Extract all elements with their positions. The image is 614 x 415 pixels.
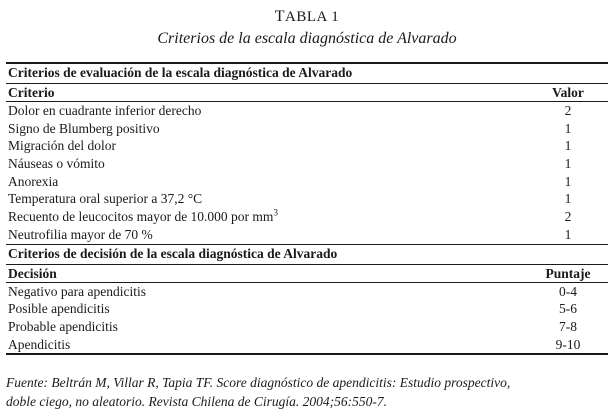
score-cell: 9-10 <box>555 336 581 352</box>
table-row <box>6 208 608 226</box>
criterion-cell: Dolor en cuadrante inferior derecho <box>8 103 202 118</box>
value-cell: 2 <box>564 209 572 225</box>
table-row <box>6 102 608 120</box>
table-row <box>6 155 608 173</box>
col-header-criterion: Criterio <box>8 85 55 100</box>
table-label-rest: ABLA <box>285 9 328 25</box>
decision-section-title: Criterios de decisión de la escala diagnóstica de Alvarado <box>8 245 338 261</box>
table-number: 1 <box>331 9 340 25</box>
bottom-rule <box>6 353 608 355</box>
value-cell: 1 <box>564 191 572 207</box>
col-header-value: Valor <box>552 85 584 100</box>
alvarado-table <box>6 62 608 355</box>
footnote-line-2: doble ciego, no aleatorio. Revista Chilena de Cirugía. 2004;56:550-7. <box>6 394 387 409</box>
score-cell: 5-6 <box>559 301 577 317</box>
table-row <box>6 226 608 244</box>
decision-cell: Negativo para apendicitis <box>8 283 146 299</box>
table-row <box>6 137 608 155</box>
criterion-cell: Signo de Blumberg positivo <box>8 120 160 136</box>
value-cell: 1 <box>564 156 572 172</box>
table-row <box>6 336 608 354</box>
table-label-initial: T <box>274 8 285 25</box>
criterion-text: Recuento de leucocitos mayor de 10.000 por mm <box>8 209 274 225</box>
footnote-line-1: Fuente: Beltrán M, Villar R, Tapia TF. Score diagnóstico de apendicitis: Estudio prospectivo, <box>6 375 511 390</box>
table-row <box>6 190 608 208</box>
superscript-exponent: 3 <box>273 207 278 218</box>
decision-cell: Probable apendicitis <box>8 318 118 334</box>
table-row <box>6 120 608 138</box>
table-label <box>0 8 614 26</box>
source-footnote <box>6 373 606 411</box>
value-cell: 1 <box>564 120 572 136</box>
criterion-cell: Temperatura oral superior a 37,2 °C <box>8 191 203 207</box>
criterion-cell <box>8 208 528 226</box>
criterion-cell: Náuseas o vómito <box>8 156 105 172</box>
col-header-score: Puntaje <box>545 265 591 281</box>
decision-cell: Posible apendicitis <box>8 301 110 317</box>
decision-header-row <box>6 265 608 282</box>
table-row <box>6 300 608 318</box>
score-cell: 7-8 <box>559 318 577 334</box>
criterion-cell: Neutrofilia mayor de 70 % <box>8 226 153 242</box>
value-cell: 1 <box>564 173 572 189</box>
evaluation-section-title: Criterios de evaluación de la escala diagnóstica de Alvarado <box>8 65 353 80</box>
criterion-cell: Anorexia <box>8 173 59 189</box>
table-title: Criterios de la escala diagnóstica de Alvarado <box>157 30 457 47</box>
col-header-decision: Decisión <box>8 265 57 281</box>
table-row <box>6 283 608 301</box>
value-cell: 2 <box>564 103 572 118</box>
criterion-cell: Migración del dolor <box>8 138 116 154</box>
score-cell: 0-4 <box>559 283 577 299</box>
value-cell: 1 <box>564 138 572 154</box>
table-row <box>6 318 608 336</box>
evaluation-header-row <box>6 84 608 101</box>
value-cell: 1 <box>564 226 572 242</box>
table-row <box>6 173 608 191</box>
decision-cell: Apendicitis <box>8 336 71 352</box>
